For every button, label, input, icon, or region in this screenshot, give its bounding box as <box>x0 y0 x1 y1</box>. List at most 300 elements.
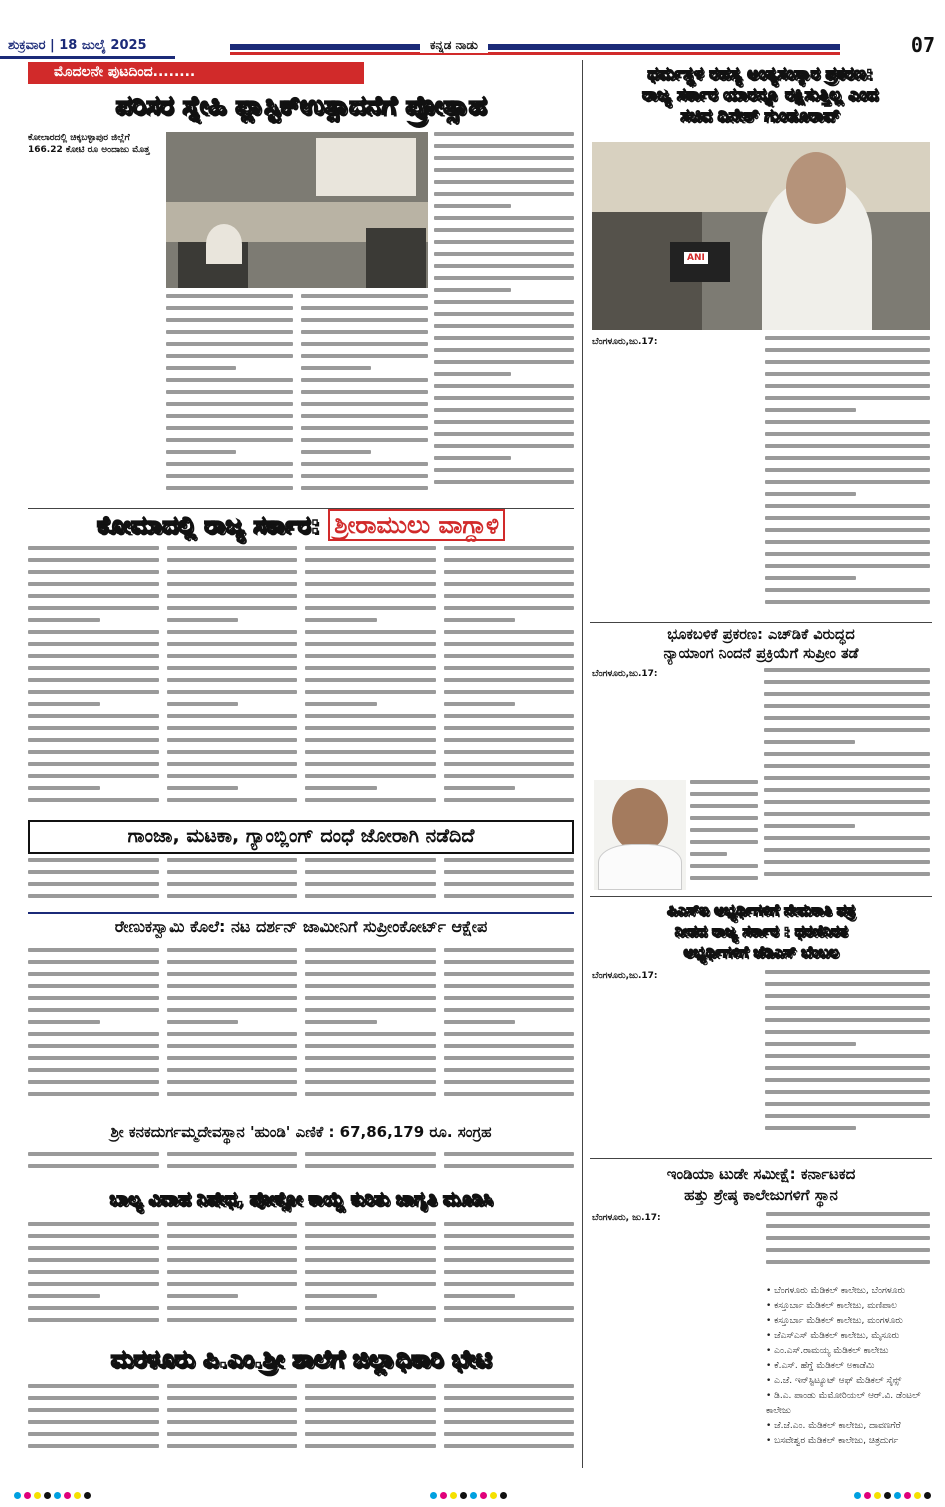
text-line <box>444 1068 575 1072</box>
text-line <box>305 882 436 886</box>
text-line <box>765 1114 930 1118</box>
bhookabalike-headline-line2: ನ್ಯಾಯಾಂಗ ನಿಂದನೆ ಪ್ರಕ್ರಿಯೆಗೆ ಸುಪ್ರೀಂ ತಡೆ <box>663 646 859 662</box>
text-line <box>28 1444 159 1448</box>
text-line <box>166 414 293 418</box>
text-line <box>301 426 428 430</box>
text-line <box>765 1030 930 1034</box>
text-line <box>444 738 575 742</box>
text-line <box>444 558 575 562</box>
text-column <box>690 780 758 890</box>
minister-photo <box>592 142 930 330</box>
text-line <box>765 1066 930 1070</box>
text-line <box>690 876 758 880</box>
text-line <box>28 1152 159 1156</box>
text-column <box>444 1152 575 1186</box>
text-line <box>305 1306 436 1310</box>
text-line <box>305 1258 436 1262</box>
text-line <box>28 606 159 610</box>
text-line <box>28 642 159 646</box>
list-item: • ಕೆ.ಎಸ್. ಹೆಗ್ಡೆ ಮೆಡಿಕಲ್ ಅಕಾಡೆಮಿ <box>766 1361 875 1371</box>
text-line <box>301 378 428 382</box>
text-line <box>444 1164 575 1168</box>
text-line <box>444 1306 575 1310</box>
text-line <box>305 960 436 964</box>
text-column <box>444 1222 575 1340</box>
text-line <box>765 384 930 388</box>
text-line <box>765 1006 930 1010</box>
text-line <box>28 996 159 1000</box>
meeting-photo <box>166 132 428 288</box>
text-line <box>305 738 436 742</box>
text-line <box>434 480 574 484</box>
plastic-headline: ಪರಿಸರ ಸ್ನೇಹಿ ಪ್ಲಾಸ್ಟಿಕ್‌ಉತ್ಪಾದನೆಗೆ ಪ್ರೋತ್ಸಾಹ <box>115 91 487 121</box>
text-column <box>167 1222 298 1340</box>
plastic-body-col1 <box>28 132 160 502</box>
india-today-headline-line2: ಹತ್ತು ಶ್ರೇಷ್ಠ ಕಾಲೇಜುಗಳಿಗೆ ಸ್ಥಾನ <box>684 1186 838 1204</box>
text-line <box>444 678 575 682</box>
text-line <box>434 468 574 472</box>
text-line <box>444 882 575 886</box>
text-line <box>167 798 298 802</box>
maraluru-body <box>28 1384 574 1462</box>
list-item: • ಕಸ್ತೂರ್ಬಾ ಮೆಡಿಕಲ್ ಕಾಲೇಜು, ಮಂಗಳೂರು <box>766 1316 903 1326</box>
text-column <box>301 294 428 502</box>
text-line <box>765 360 930 364</box>
text-line <box>167 1294 239 1298</box>
text-line <box>765 982 930 986</box>
text-line <box>444 960 575 964</box>
text-column <box>305 1222 436 1340</box>
text-line <box>765 588 930 592</box>
text-line <box>305 1068 436 1072</box>
bhookabalike-dateline: ಬೆಂಗಳೂರು,ಜು.17: <box>592 669 658 679</box>
text-column <box>167 1152 298 1186</box>
text-line <box>765 432 930 436</box>
text-line <box>765 552 930 556</box>
text-line <box>167 1384 298 1388</box>
text-line <box>444 1092 575 1096</box>
dharmasthala-headline <box>590 64 930 127</box>
text-line <box>167 882 298 886</box>
text-column <box>592 668 758 776</box>
text-line <box>434 240 574 244</box>
hundi-body <box>28 1152 574 1186</box>
text-line <box>305 1056 436 1060</box>
child-marriage-headline: ಬಾಲ್ಯ ವಿವಾಹ ನಿಷೇಧ, ಪೋಕ್ಸೋ ಕಾಯ್ದೆ ಕುರಿತು ಜಾಗೃತಿ ಮೂಡಿಸಿ <box>109 1189 493 1210</box>
text-line <box>434 132 574 136</box>
text-column <box>167 858 298 908</box>
text-column <box>28 858 159 908</box>
text-line <box>766 1248 930 1252</box>
text-line <box>167 1020 239 1024</box>
text-line <box>444 618 516 622</box>
text-line <box>765 468 930 472</box>
text-line <box>305 786 377 790</box>
text-line <box>166 318 293 322</box>
text-line <box>764 704 930 708</box>
text-line <box>305 762 436 766</box>
text-line <box>434 456 511 460</box>
text-line <box>765 564 930 568</box>
text-line <box>434 264 574 268</box>
text-line <box>167 972 298 976</box>
text-line <box>301 354 428 358</box>
text-line <box>764 740 855 744</box>
text-line <box>301 294 428 298</box>
text-line <box>444 654 575 658</box>
text-line <box>305 1432 436 1436</box>
text-line <box>765 336 930 340</box>
text-line <box>301 450 371 454</box>
text-line <box>690 804 758 808</box>
text-line <box>444 894 575 898</box>
text-line <box>28 738 159 742</box>
text-line <box>167 960 298 964</box>
text-line <box>305 1032 436 1036</box>
text-line <box>28 558 159 562</box>
date-line: ಶುಕ್ರವಾರ | 18 ಜುಲೈ 2025 <box>0 38 175 56</box>
text-line <box>305 618 377 622</box>
list-item: • ಎಂ.ಎಸ್.ರಾಮಯ್ಯ ಮೆಡಿಕಲ್ ಕಾಲೇಜು <box>766 1346 889 1356</box>
text-line <box>765 1054 930 1058</box>
text-line <box>444 606 575 610</box>
text-line <box>28 1020 100 1024</box>
text-line <box>305 642 436 646</box>
text-column <box>765 970 930 1146</box>
text-line <box>444 570 575 574</box>
text-line <box>764 872 930 876</box>
text-line <box>28 960 159 964</box>
text-line <box>167 1222 298 1226</box>
list-item: • ಬೆಂಗಳೂರು ಮೆಡಿಕಲ್ ಕಾಲೇಜು, ಬೆಂಗಳೂರು <box>766 1286 906 1296</box>
india-today-body-left <box>592 1212 758 1462</box>
text-line <box>166 450 236 454</box>
text-column <box>444 948 575 1108</box>
text-line <box>764 716 930 720</box>
text-line <box>167 618 239 622</box>
text-line <box>444 1408 575 1412</box>
text-line <box>28 882 159 886</box>
text-line <box>166 486 293 490</box>
text-line <box>690 840 758 844</box>
section-kicker: ಮೊದಲನೇ ಪುಟದಿಂದ........ <box>28 62 364 84</box>
india-today-body-right <box>766 1212 930 1282</box>
renukaswamy-body <box>28 948 574 1108</box>
list-item: • ಡಿ.ಎ. ಪಾಂಡು ಮೆಮೋರಿಯಲ್ ಆರ್.ವಿ. ಡೆಂಟಲ್ ಕಾಲೇಜು <box>766 1391 921 1416</box>
text-line <box>167 1444 298 1448</box>
text-line <box>167 606 298 610</box>
text-line <box>305 996 436 1000</box>
ganja-headline: ಗಾಂಜಾ, ಮಟಕಾ, ಗ್ಯಾಂಬ್ಲಿಂಗ್ ದಂಧೆ ಜೋರಾಗಿ ನಡೆದಿದೆ <box>28 820 574 854</box>
sriramulu-headline-name: ಶ್ರೀರಾಮುಲು ವಾಗ್ದಾಳಿ <box>328 509 505 541</box>
text-line <box>434 180 574 184</box>
text-line <box>167 984 298 988</box>
text-line <box>765 994 930 998</box>
text-line <box>167 654 298 658</box>
text-line <box>167 1306 298 1310</box>
text-line <box>167 594 298 598</box>
text-line <box>444 1056 575 1060</box>
text-line <box>167 1246 298 1250</box>
text-column <box>765 336 930 620</box>
text-line <box>167 642 298 646</box>
text-line <box>167 630 298 634</box>
text-line <box>28 1270 159 1274</box>
text-line <box>28 714 159 718</box>
text-line <box>690 816 758 820</box>
text-line <box>301 486 428 490</box>
text-line <box>444 786 516 790</box>
text-column <box>444 1384 575 1462</box>
dharmasthala-dateline: ಬೆಂಗಳೂರು,ಜು.17: <box>592 337 658 347</box>
text-line <box>764 668 930 672</box>
text-line <box>301 438 428 442</box>
text-line <box>764 860 930 864</box>
masthead-bar <box>230 44 840 50</box>
text-column <box>305 858 436 908</box>
text-line <box>434 384 574 388</box>
text-line <box>167 1282 298 1286</box>
text-line <box>167 726 298 730</box>
text-line <box>301 366 371 370</box>
text-line <box>28 798 159 802</box>
text-line <box>764 776 930 780</box>
text-line <box>167 858 298 862</box>
text-column <box>28 948 159 1108</box>
text-line <box>28 702 100 706</box>
text-line <box>444 762 575 766</box>
text-line <box>765 492 856 496</box>
text-line <box>167 1234 298 1238</box>
text-line <box>167 702 239 706</box>
text-line <box>444 948 575 952</box>
text-line <box>301 402 428 406</box>
text-line <box>301 306 428 310</box>
text-line <box>305 1222 436 1226</box>
text-line <box>764 800 930 804</box>
text-line <box>765 528 930 532</box>
text-line <box>434 444 574 448</box>
text-line <box>167 666 298 670</box>
text-line <box>167 1270 298 1274</box>
text-column <box>28 546 159 814</box>
text-line <box>28 762 159 766</box>
text-line <box>444 1384 575 1388</box>
text-line <box>764 680 930 684</box>
text-line <box>444 594 575 598</box>
text-line <box>765 348 930 352</box>
text-line <box>305 858 436 862</box>
text-line <box>444 1432 575 1436</box>
text-line <box>166 390 293 394</box>
text-line <box>167 948 298 952</box>
text-line <box>28 1258 159 1262</box>
text-column <box>764 668 930 890</box>
text-line <box>444 1222 575 1226</box>
text-line <box>305 1246 436 1250</box>
text-line <box>28 1384 159 1388</box>
text-line <box>444 1444 575 1448</box>
text-line <box>766 1260 930 1264</box>
text-line <box>765 1042 856 1046</box>
bhookabalike-headline <box>590 626 932 664</box>
text-line <box>765 420 930 424</box>
text-line <box>444 1008 575 1012</box>
text-line <box>444 1044 575 1048</box>
text-line <box>301 414 428 418</box>
text-line <box>28 630 159 634</box>
text-line <box>167 750 298 754</box>
text-line <box>305 690 436 694</box>
text-line <box>765 970 930 974</box>
text-line <box>28 654 159 658</box>
text-line <box>28 984 159 988</box>
maraluru-headline: ಮರಳೂರು ಪಿ.ಎಂ.ಶ್ರೀ ಶಾಲೆಗೆ ಜಿಲ್ಲಾಧಿಕಾರಿ ಭೇಟಿ <box>110 1345 492 1373</box>
text-line <box>305 1270 436 1274</box>
text-column <box>592 1212 758 1462</box>
sriramulu-headline <box>28 512 574 540</box>
text-line <box>444 1080 575 1084</box>
text-line <box>167 546 298 550</box>
text-line <box>167 774 298 778</box>
text-column <box>28 1222 159 1340</box>
psi-dateline: ಬೆಂಗಳೂರು,ಜು.17: <box>592 971 658 981</box>
text-line <box>28 1222 159 1226</box>
text-line <box>305 606 436 610</box>
text-line <box>434 228 574 232</box>
text-line <box>167 714 298 718</box>
india-today-headline <box>590 1164 932 1206</box>
text-line <box>444 870 575 874</box>
text-line <box>305 666 436 670</box>
text-line <box>28 1432 159 1436</box>
text-column <box>166 294 293 502</box>
text-line <box>765 516 930 520</box>
text-line <box>305 726 436 730</box>
text-line <box>301 342 428 346</box>
text-column <box>305 948 436 1108</box>
text-line <box>434 156 574 160</box>
dharmasthala-headline-line1: ಧರ್ಮಸ್ಥಳ ರಹಸ್ಯ ಅಂತ್ಯಸಂಸ್ಕಾರ ಪ್ರಕರಣ: <box>647 64 873 84</box>
text-line <box>28 726 159 730</box>
text-line <box>444 1234 575 1238</box>
text-line <box>166 378 293 382</box>
text-line <box>305 798 436 802</box>
text-line <box>764 752 930 756</box>
text-line <box>28 1306 159 1310</box>
masthead-red-bar <box>230 52 840 55</box>
text-line <box>434 192 574 196</box>
text-line <box>690 792 758 796</box>
text-line <box>28 1234 159 1238</box>
child-marriage-body <box>28 1222 574 1340</box>
text-line <box>167 678 298 682</box>
text-line <box>444 1032 575 1036</box>
text-column <box>434 132 574 502</box>
text-line <box>690 828 758 832</box>
text-line <box>28 1318 159 1322</box>
college-list <box>766 1284 930 1449</box>
plastic-lede: ಕೋಲಾರದಲ್ಲಿ ಚಿಕ್ಕಬಳ್ಳಾಪುರ ಜಿಲ್ಲೆಗೆ 166.22 ಕೋಟಿ ರೂ ಅಂದಾಜು ಮೊತ್ತ <box>28 133 150 155</box>
text-line <box>167 1408 298 1412</box>
text-line <box>301 318 428 322</box>
registration-marks-center <box>430 1492 507 1499</box>
text-line <box>305 1234 436 1238</box>
bhookabalike-headline-line1: ಭೂಕಬಳಿಕೆ ಪ್ರಕರಣ: ಎಚ್‌ಡಿಕೆ ವಿರುದ್ಧದ <box>667 627 855 643</box>
text-line <box>434 252 574 256</box>
text-line <box>765 456 930 460</box>
text-line <box>765 1102 930 1106</box>
text-line <box>434 216 574 220</box>
text-line <box>305 1282 436 1286</box>
text-line <box>167 762 298 766</box>
text-line <box>166 438 293 442</box>
text-line <box>167 870 298 874</box>
text-line <box>765 1078 930 1082</box>
text-line <box>444 750 575 754</box>
text-line <box>167 1092 298 1096</box>
text-line <box>305 1152 436 1156</box>
text-line <box>765 1018 930 1022</box>
dharmasthala-headline-line2: ರಾಜ್ಯ ಸರ್ಕಾರ ಯಾರನ್ನೂ ರಕ್ಷಿಸುತ್ತಿಲ್ಲ ಎಂದ <box>642 85 878 105</box>
text-line <box>765 444 930 448</box>
text-line <box>305 1080 436 1084</box>
text-line <box>764 848 930 852</box>
text-line <box>444 1318 575 1322</box>
text-line <box>434 312 574 316</box>
text-column <box>305 1384 436 1462</box>
text-line <box>167 690 298 694</box>
registration-marks-right <box>854 1492 931 1499</box>
india-today-headline-line1: ಇಂಡಿಯಾ ಟುಡೇ ಸಮೀಕ್ಷೆ: ಕರ್ನಾಟಕದ <box>666 1165 856 1183</box>
text-line <box>765 540 930 544</box>
text-line <box>444 582 575 586</box>
text-line <box>444 858 575 862</box>
renukaswamy-headline: ರೇಣುಕಸ್ವಾಮಿ ಕೊಲೆ: ನಟ ದರ್ಶನ್ ಜಾಮೀನಿಗೆ ಸುಪ್ರೀಂಕೋರ್ಟ್ ಆಕ್ಷೇಪ <box>114 917 488 936</box>
text-line <box>444 1420 575 1424</box>
text-line <box>301 330 428 334</box>
text-line <box>166 474 293 478</box>
text-line <box>434 372 511 376</box>
text-line <box>167 1396 298 1400</box>
registration-marks-left <box>14 1492 91 1499</box>
text-line <box>28 894 159 898</box>
text-column <box>592 970 757 1146</box>
text-line <box>690 852 727 856</box>
text-line <box>28 1080 159 1084</box>
text-line <box>444 1294 516 1298</box>
text-line <box>444 1270 575 1274</box>
text-line <box>28 1032 159 1036</box>
text-column <box>305 1152 436 1186</box>
text-line <box>434 300 574 304</box>
text-line <box>166 366 236 370</box>
text-line <box>690 780 758 784</box>
text-line <box>167 1056 298 1060</box>
text-line <box>764 812 930 816</box>
psi-headline-line2: ನೀಡದ ರಾಜ್ಯ ಸರ್ಕಾರ : ಧರಣಿನಿರತ <box>674 922 848 940</box>
text-line <box>28 1068 159 1072</box>
text-line <box>167 1032 298 1036</box>
text-line <box>28 1044 159 1048</box>
bhookabalike-body-mid <box>690 780 758 890</box>
text-line <box>28 1282 159 1286</box>
india-today-dateline: ಬೆಂಗಳೂರು, ಜು.17: <box>592 1213 661 1223</box>
text-line <box>28 582 159 586</box>
text-line <box>305 870 436 874</box>
bhookabalike-body-right <box>764 668 930 890</box>
text-line <box>444 1152 575 1156</box>
